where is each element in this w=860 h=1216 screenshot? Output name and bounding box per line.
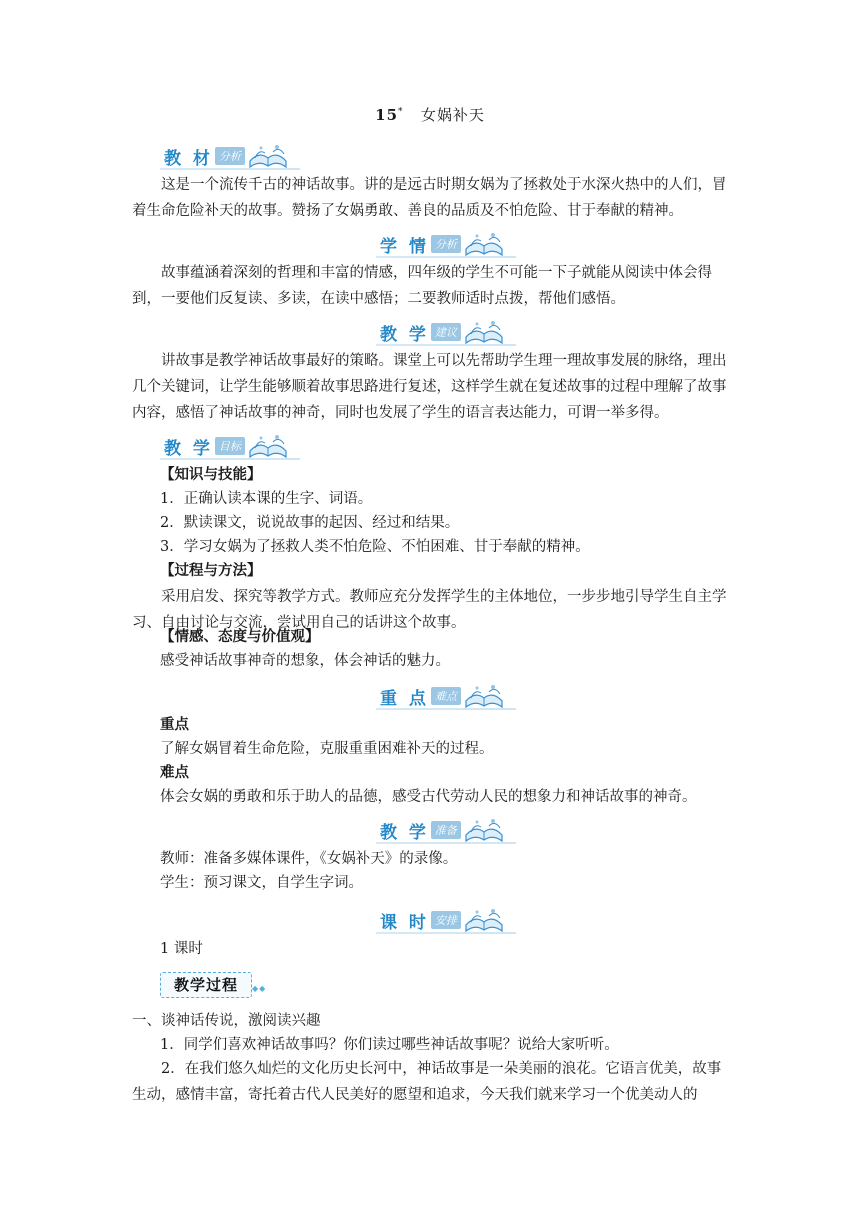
section-header-zhongdian bbox=[376, 678, 516, 714]
xueqing-paragraph: 故事蕴涵着深刻的哲理和丰富的情感，四年级的学生不可能一下子就能从阅读中体会得到，一要他们反复读、多读，在读中感悟；二要教师适时点拨，帮他们感悟。 bbox=[132, 265, 712, 307]
open-book-icon bbox=[247, 431, 289, 461]
divider bbox=[376, 842, 516, 844]
open-book-icon bbox=[463, 815, 505, 845]
jianyi-paragraph: 讲故事是教学神话故事最好的策略。课堂上可以先帮助学生理一理故事发展的脉络，理出几个关键词，让学生能够顺着故事思路进行复述，这样学生就在复述故事的过程中理解了故事内容，感悟了神话故事的神奇，同时也发展了学生的语言表达能力，可谓一举多得。 bbox=[132, 353, 727, 421]
section-title: 教 材 bbox=[164, 148, 213, 169]
section-title: 学 情 bbox=[380, 236, 429, 257]
lesson-mark: * bbox=[398, 107, 404, 117]
goal-item-1: 1．正确认读本课的生字、词语。 bbox=[160, 491, 373, 507]
section-header-jiaocai bbox=[160, 138, 300, 174]
lesson-number: 15 bbox=[375, 106, 399, 124]
process-question-2: 2．在我们悠久灿烂的文化历史长河中，神话故事是一朵美丽的浪花。它语言优美，故事生动，感情丰富，寄托着古代人民美好的愿望和追求，今天我们就来学习一个优美动人的 bbox=[132, 1061, 722, 1103]
section-title: 重 点 bbox=[380, 688, 429, 709]
open-book-icon bbox=[463, 905, 505, 935]
lesson-name: 女娲补天 bbox=[420, 106, 485, 124]
section-header-mubiao bbox=[160, 428, 300, 464]
key-point-heading: 重点 bbox=[160, 717, 189, 733]
section-tag: 目标 bbox=[215, 437, 245, 455]
section-title: 教 学 bbox=[380, 822, 429, 843]
section-tag: 分析 bbox=[431, 235, 461, 253]
section-header-xueqing bbox=[376, 226, 516, 262]
section-title: 教 学 bbox=[164, 438, 213, 459]
open-book-icon bbox=[463, 317, 505, 347]
section-title: 课 时 bbox=[380, 912, 429, 933]
section-tag: 建议 bbox=[431, 323, 461, 341]
section-tag: 分析 bbox=[215, 147, 245, 165]
section-tag: 难点 bbox=[431, 687, 461, 705]
divider bbox=[160, 168, 300, 170]
process-question-1: 1．同学们喜欢神话故事吗？你们读过哪些神话故事呢？说给大家听听。 bbox=[160, 1037, 619, 1053]
goal-emotion-paragraph: 感受神话故事神奇的想象，体会神话的魅力。 bbox=[160, 653, 450, 669]
lesson-title bbox=[0, 104, 860, 125]
divider bbox=[376, 932, 516, 934]
section-header-zhunbei bbox=[376, 812, 516, 848]
section-tag: 安排 bbox=[431, 911, 461, 929]
section-title: 教 学 bbox=[380, 324, 429, 345]
process-label-box: 教学过程 bbox=[160, 972, 252, 998]
goal-item-3: 3．学习女娲为了拯救人类不怕危险、不怕困难、甘于奉献的精神。 bbox=[160, 539, 590, 555]
process-step-1: 一、谈神话传说，激阅读兴趣 bbox=[132, 1013, 321, 1029]
section-header-keshi bbox=[376, 902, 516, 938]
key-point-text: 了解女娲冒着生命危险，克服重重困难补天的过程。 bbox=[160, 741, 494, 757]
decoration-dots: ◆◆ bbox=[252, 984, 267, 993]
open-book-icon bbox=[247, 141, 289, 171]
goal-item-2: 2．默读课文，说说故事的起因、经过和结果。 bbox=[160, 515, 460, 531]
goal-heading-emotion: 【情感、态度与价值观】 bbox=[160, 629, 320, 645]
divider bbox=[376, 708, 516, 710]
divider bbox=[376, 344, 516, 346]
goal-heading-knowledge: 【知识与技能】 bbox=[160, 467, 262, 483]
difficulty-heading: 难点 bbox=[160, 765, 189, 781]
jiaocai-paragraph: 这是一个流传千古的神话故事。讲的是远古时期女娲为了拯救处于水深火热中的人们，冒着生命危险补天的故事。赞扬了女娲勇敢、善良的品质及不怕危险、甘于奉献的精神。 bbox=[132, 177, 727, 219]
section-header-jianyi bbox=[376, 314, 516, 350]
open-book-icon bbox=[463, 229, 505, 259]
open-book-icon bbox=[463, 681, 505, 711]
divider bbox=[376, 256, 516, 258]
prep-student: 学生：预习课文，自学生字词。 bbox=[160, 875, 363, 891]
teaching-process-label bbox=[160, 972, 278, 1000]
goal-heading-process: 【过程与方法】 bbox=[160, 563, 262, 579]
section-tag: 准备 bbox=[431, 821, 461, 839]
divider bbox=[160, 458, 300, 460]
difficulty-text: 体会女娲的勇敢和乐于助人的品德，感受古代劳动人民的想象力和神话故事的神奇。 bbox=[160, 789, 697, 805]
prep-teacher: 教师：准备多媒体课件，《女娲补天》的录像。 bbox=[160, 851, 458, 867]
goal-process-paragraph: 采用启发、探究等教学方式。教师应充分发挥学生的主体地位，一步步地引导学生自主学习、自由讨论与交流，尝试用自己的话讲这个故事。 bbox=[132, 589, 727, 631]
lesson-count: 1 课时 bbox=[160, 941, 203, 957]
